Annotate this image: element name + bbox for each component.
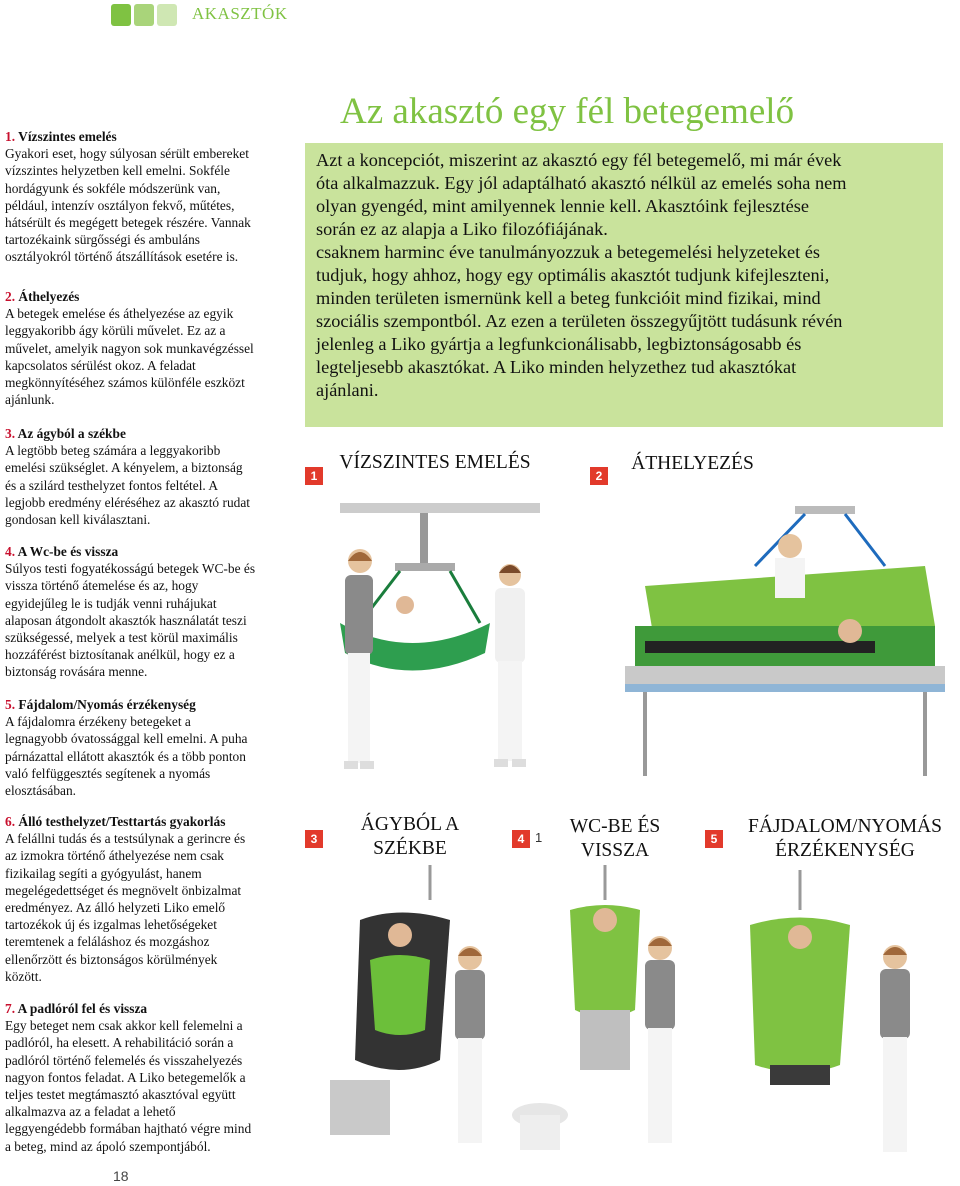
page-number: 18 (113, 1168, 129, 1184)
intro-line: ajánlani. (316, 380, 379, 400)
badge-1: 1 (305, 467, 323, 485)
section-text-line: alaposan átgondolt akasztók használatát teszi (5, 612, 247, 628)
section-text-line: Súlyos testi fogyatékosságú betegek WC-be és (5, 561, 256, 577)
section-text-line: A felállni tudás és a testsúlynak a gerincre és (5, 831, 246, 847)
photo-wc (510, 860, 705, 1160)
intro-line: legteljesebb akasztókat. A Liko minden helyzethez tud akasztókat (316, 357, 797, 377)
section-text-line: tartozékok új és izgalmas lehetőségeket (5, 917, 217, 933)
section-heading (5, 1000, 280, 1017)
section-text-line: emelési szükséglet. A kényelem, a biztonság (5, 460, 243, 476)
intro-line: tudjuk, hogy ahhoz, hogy egy optimális akasztót tudjunk kifejleszteni, (316, 265, 830, 285)
section-text-line: padlóról, ha elesett. A rehabilitáció során a (5, 1035, 234, 1051)
section-heading-text: Fájdalom/Nyomás érzékenység (18, 697, 196, 712)
section-heading-text: Vízszintes emelés (18, 129, 117, 144)
section-text-line: padlóról történő felemelés és visszahelyezés (5, 1052, 243, 1068)
section-text-line: eredményez. Az álló helyzeti Liko emelő (5, 900, 226, 916)
section-text-line: elosztásában. (5, 783, 77, 799)
section-text-line: vízszintes helyzetben kell emelni. Sokféle (5, 163, 230, 179)
intro-line: Azt a koncepciót, miszerint az akasztó egy fél betegemelő, mi már évek (316, 150, 842, 170)
intro-line: szociális szempontból. Az ezen a területen összegyűjtött tudásunk révén (316, 311, 843, 331)
intro-box (305, 143, 943, 427)
photo-transfer (605, 496, 955, 782)
section-text-line: ajánlunk. (5, 392, 55, 408)
page-title: Az akasztó egy fél betegemelő (340, 91, 795, 132)
section-heading (5, 288, 280, 305)
section-number: 3. (5, 426, 16, 441)
badge-5: 5 (705, 830, 723, 848)
section-text-line: nagyon fontos feladat. A Liko betegemelők a (5, 1069, 246, 1085)
section-text-line: szükségessé, melyek a test körül maximális (5, 630, 238, 646)
section-heading (5, 813, 280, 830)
small-marker: 1 (535, 830, 543, 845)
left-section (5, 1000, 280, 1155)
caption-line: WC-BE ÉS (569, 816, 661, 837)
left-section (5, 128, 280, 266)
badge-3: 3 (305, 830, 323, 848)
section-heading (5, 128, 280, 145)
section-title: AKASZTÓK (192, 4, 288, 23)
section-text-line: gondosan kell kiválasztani. (5, 512, 151, 528)
section-number: 6. (5, 814, 16, 829)
section-text-line: legjobb eredmény eléréséhez az akasztó rudat (5, 494, 250, 510)
caption-bed-to-chair (340, 813, 480, 861)
caption-line: ÉRZÉKENYSÉG (775, 840, 915, 861)
caption-line: VISSZA (580, 840, 650, 861)
section-text-line: az izmokra történő áthelyezése nem csak (5, 848, 224, 864)
section-text-line: művelet, amelyik nagyon sok munkavégzéssel (5, 340, 254, 356)
left-section (5, 425, 280, 528)
section-heading (5, 425, 280, 442)
intro-line: jelenleg a Liko gyártja a legfunkcionálisabb, legbiztonságosabb és (316, 334, 802, 354)
section-text-line: kapcsolatos sérülést okoz. A feladat (5, 357, 196, 373)
section-text-line: vissza történő átemelése és az, hogy (5, 578, 199, 594)
section-text-line: alkalmazva az a feladat a lehető (5, 1104, 176, 1120)
caption-wc (550, 815, 680, 863)
section-heading-text: Áthelyezés (18, 289, 80, 304)
intro-line: csaknem harminc éve tanulmányozzuk a betegemelési helyzeteket és (316, 242, 821, 262)
section-heading (5, 543, 280, 560)
intro-line: olyan gyengéd, mint amilyennek lennie kell. Akasztóink fejlesztése (316, 196, 809, 216)
intro-text (316, 149, 931, 402)
section-text-line: leggyengédebb formában hajtható végre mind (5, 1121, 252, 1137)
section-text-line: között. (5, 968, 42, 984)
section-number: 2. (5, 289, 16, 304)
section-text-line: és a szilárd testhelyzet fontos feltétel. A (5, 477, 219, 493)
section-heading-text: Az ágyból a székbe (17, 426, 126, 441)
left-section (5, 696, 280, 799)
section-text-line: teremtenek a feláláshoz és mozgáshoz (5, 934, 210, 950)
section-text-line: osztályokról történő átszállítások esetére is. (5, 249, 239, 265)
section-text-line: megelégedettséget és megnövelt önbizalmat (5, 882, 242, 898)
section-text-line: párnázattal ellátott akasztók és a több ponton (5, 748, 246, 764)
section-text-line: A betegek emelése és áthelyezése az egyik (5, 306, 234, 322)
section-text-line: biztonság rovására menne. (5, 664, 148, 680)
header-square-light (157, 4, 177, 26)
section-number: 5. (5, 697, 16, 712)
section-number: 1. (5, 129, 16, 144)
header-square-mid (134, 4, 154, 26)
section-text-line: például, intenzív osztályon fekvő, műtétes, (5, 197, 235, 213)
caption-line: ÁTHELYEZÉS (631, 453, 754, 474)
photo-pain-pressure (710, 865, 955, 1160)
section-number: 7. (5, 1001, 16, 1016)
section-text-line: hordágyunk és sokféle módszerünk van, (5, 180, 221, 196)
caption-line: FÁJDALOM/NYOMÁS (748, 816, 942, 837)
badge-4: 4 (512, 830, 530, 848)
caption-line: ÁGYBÓL A (360, 814, 460, 835)
section-text-line: Gyakori eset, hogy súlyosan sérült embereket (5, 146, 249, 162)
section-text-line: A fájdalomra érzékeny betegeket a (5, 714, 191, 730)
section-number: 4. (5, 544, 16, 559)
intro-line: minden területen ismernünk kell a beteg funkcióit mind fizikai, mind (316, 288, 821, 308)
section-text-line: teljes testet megtámasztó akasztóval együtt (5, 1087, 236, 1103)
caption-transfer (615, 452, 770, 476)
section-text-line: fizikailag segíti a gyógyulást, hanem (5, 865, 202, 881)
section-text-line: leggyakoribb ágy körüli művelet. Ez az a (5, 323, 226, 339)
section-text-line: megkönnyítéséhez számos különféle eszközt (5, 375, 245, 391)
intro-line: során ez az alapja a Liko filozófiájának. (316, 219, 608, 239)
left-section (5, 543, 280, 681)
badge-2: 2 (590, 467, 608, 485)
section-heading-text: A Wc-be és vissza (17, 544, 119, 559)
left-section (5, 813, 280, 985)
section-text-line: való felfüggesztés segítenek a nyomás (5, 765, 211, 781)
section-text-line: egyidejűleg le is tudják venni ruhájukat (5, 595, 217, 611)
section-text-line: tartozékaink sürgősségi és ambuláns (5, 232, 200, 248)
section-text-line: A legtöbb beteg számára a leggyakoribb (5, 443, 221, 459)
caption-line: VÍZSZINTES EMELÉS (339, 452, 531, 473)
caption-horizontal-lift (330, 451, 540, 475)
section-heading (5, 696, 280, 713)
caption-pain-pressure (735, 815, 955, 863)
caption-line: SZÉKBE (373, 838, 447, 859)
photo-bed-to-chair (300, 860, 510, 1160)
section-text-line: legnagyobb óvatossággal kell emelni. A puha (5, 731, 248, 747)
left-section (5, 288, 280, 408)
section-text-line: a beteg, mind az ápoló szempontjából. (5, 1138, 211, 1154)
section-heading-text: Álló testhelyzet/Testtartás gyakorlás (18, 814, 226, 829)
section-heading-text: A padlóról fel és vissza (17, 1001, 148, 1016)
intro-line: óta alkalmazzuk. Egy jól adaptálható akasztó nélkül az emelés soha nem (316, 173, 847, 193)
section-text-line: hozzáférést biztosítanak anélkül, hogy ez a (5, 647, 235, 663)
photo-horizontal-lift (300, 493, 600, 790)
section-text-line: ellenőrzött és biztonságos körülmények (5, 951, 218, 967)
section-text-line: hátsérült és megégett betegek részére. Vannak (5, 215, 251, 231)
section-text-line: Egy beteget nem csak akkor kell felemelni a (5, 1018, 243, 1034)
header-square-dark (111, 4, 131, 26)
